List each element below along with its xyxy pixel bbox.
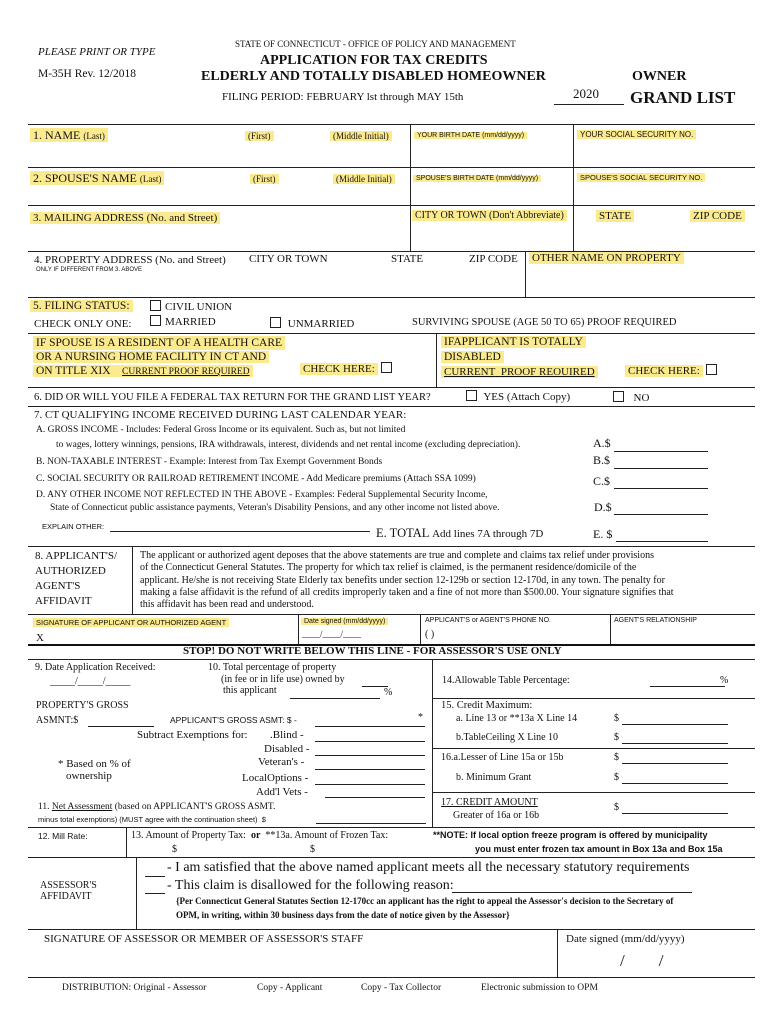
spouse-name-first: (First) xyxy=(250,174,279,184)
f10-input[interactable] xyxy=(290,698,380,699)
q7d-line2: State of Connecticut public assistance payments, Veteran's Disability Pensions, and any other income not listed above. xyxy=(50,503,500,513)
disabled-label: Disabled - xyxy=(264,743,310,755)
q8-text-line5: this affidavit has been read and understood. xyxy=(140,599,314,611)
married-label: MARRIED xyxy=(165,316,216,328)
based-on-line1: * Based on % of xyxy=(58,758,131,770)
grand-list-label: GRAND LIST xyxy=(630,88,736,107)
blind-label: .Blind - xyxy=(270,729,304,741)
disabled-check-label: CHECK HERE: xyxy=(625,365,703,377)
assessor-date-field[interactable]: / / xyxy=(620,951,664,970)
check-only-one: CHECK ONLY ONE: xyxy=(34,318,132,330)
q6-no-label: NO xyxy=(633,392,650,404)
f14-percent: % xyxy=(720,675,729,686)
f10-line1: 10. Total percentage of property xyxy=(208,662,337,673)
q7a-label: A.$ xyxy=(593,436,611,450)
name-first: (First) xyxy=(245,131,274,141)
form-title: APPLICATION FOR TAX CREDITS xyxy=(260,53,488,68)
disabled-proof-text: PROOF REOUIRED xyxy=(500,366,595,378)
f14-label: 14.Allowable Table Percentage: xyxy=(442,675,570,686)
f13-or: or xyxy=(250,830,261,841)
appeal-line1: {Per Connecticut General Statutes Section 12-170cc an applicant has the right to appeal the Assessor's decision to the Secretary of xyxy=(176,896,674,906)
addl-vets-label: Add'l Vets - xyxy=(256,786,308,798)
f17-dollar: $ xyxy=(614,802,619,813)
f15b-dollar: $ xyxy=(614,732,619,743)
name-label: 1. NAME xyxy=(33,128,81,142)
q6-yes-label: YES (Attach Copy) xyxy=(483,391,571,403)
q7c-input[interactable] xyxy=(614,488,708,489)
spouse-name-middle: (Middle Initial) xyxy=(333,174,395,184)
q6-no-option[interactable] xyxy=(613,391,649,404)
q6-yes-option[interactable] xyxy=(466,390,570,403)
birth-date-field[interactable]: YOUR BIRTH DATE (mm/dd/yyyy) xyxy=(414,132,527,139)
q8-text-line2: of the Connecticut General Statutes. The property for which tax relief is claimed, is the permanent residence/domicile of the xyxy=(140,562,637,574)
assessor-signature-label: SIGNATURE OF ASSESSOR OR MEMBER OF ASSESSOR'S STAFF xyxy=(44,933,364,945)
name-last: (Last) xyxy=(83,131,105,141)
spouse-care-line2: OR A NURSING HOME FACILITY IN CT AND xyxy=(33,351,269,363)
mailing-zip-field[interactable]: ZIP CODE xyxy=(690,210,745,222)
disabled-check-here[interactable] xyxy=(625,364,721,377)
ssn-field[interactable]: YOUR SOCIAL SECURITY NO. xyxy=(577,130,696,139)
disabled-proof-required xyxy=(441,366,598,378)
q7b-text: B. NON-TAXABLE INTEREST - Example: Interest from Tax Exempt Government Bonds xyxy=(36,457,383,467)
property-address-field[interactable]: 4. PROPERTY ADDRESS (No. and Street) xyxy=(34,254,226,266)
q7e-input[interactable] xyxy=(616,541,708,542)
appeal-line2: OPM, in writing, within 30 business days from the date of notice given by the Assessor} xyxy=(176,910,510,920)
q7a-input[interactable] xyxy=(614,451,708,452)
f11-line2 xyxy=(38,815,266,824)
explain-other-input[interactable] xyxy=(110,531,370,532)
distribution-original: Original - Assessor xyxy=(133,983,207,993)
freeze-note-line2: you must enter frozen tax amount in Box 13a and Box 15a xyxy=(475,844,723,854)
property-gross-label: PROPERTY'S GROSS xyxy=(36,700,129,711)
f9-label: 9. Date Application Received: xyxy=(35,662,156,673)
filing-status-label: 5. FILING STATUS: xyxy=(30,300,133,312)
f11-note: (based on APPLICANT'S GROSS ASMT. xyxy=(114,802,276,812)
subtract-exemptions: Subtract Exemptions for: xyxy=(137,729,248,741)
distribution-copy-collector: Copy - Tax Collector xyxy=(361,983,442,993)
explain-other-label: EXPLAIN OTHER: xyxy=(42,522,105,531)
disallowed-statement: - This claim is disallowed for the following reason: xyxy=(167,878,454,893)
spouse-care-line1: IF SPOUSE IS A RESIDENT OF A HEALTH CARE xyxy=(33,336,285,350)
disallowed-reason-input[interactable] xyxy=(452,892,692,893)
q7b-label: B.$ xyxy=(593,453,611,467)
f10-line2: (in fee or in life use) owned by xyxy=(221,674,345,685)
f15b-label: b.TableCeiling X Line 10 xyxy=(456,732,559,743)
property-state-field[interactable]: STATE xyxy=(391,253,424,265)
spouse-proof-required: CURRENT PROOF REQUIRED xyxy=(122,367,250,377)
veterans-input[interactable] xyxy=(315,769,425,770)
applicant-date-label: Date signed (mm/dd/yyyy) xyxy=(301,618,388,625)
q6-no-checkbox[interactable] xyxy=(613,391,624,402)
q8-label-line4: AFFIDAVIT xyxy=(35,595,92,607)
f12-mill-rate: 12. Mill Rate: xyxy=(38,831,88,841)
spouse-check-box[interactable] xyxy=(381,362,392,373)
q7a-line2: to wages, lottery winnings, pensions, IRA withdrawals, interest, dividends and net rental income (excluding depreciation). xyxy=(56,440,521,450)
form-id: M-35H Rev. 12/2018 xyxy=(38,68,136,80)
spouse-birth-date-field[interactable]: SPOUSE'S BIRTH DATE (mm/dd/yyyy) xyxy=(413,175,541,182)
surviving-spouse-option[interactable]: SURVIVING SPOUSE (AGE 50 TO 65) PROOF REQUIRED xyxy=(412,317,677,328)
q8-text-line4: making a false affidavit is the refund of all credits improperly taken and a fine of not more than $500.00. Your signature signifies that xyxy=(140,586,674,598)
f17-input[interactable] xyxy=(622,813,728,814)
distribution-copy-applicant: Copy - Applicant xyxy=(257,983,323,993)
civil-union-label: CIVIL UNION xyxy=(165,301,233,313)
property-address-note: ONLY IF DIFFERENT FROM 3. ABOVE xyxy=(36,267,143,273)
stop-banner: STOP! DO NOT WRITE BELOW THIS LINE - FOR ASSESSOR'S USE ONLY xyxy=(183,645,562,657)
q6-yes-checkbox[interactable] xyxy=(466,390,477,401)
q8-label xyxy=(35,549,117,609)
assessor-affidavit-line1: ASSESSOR'S xyxy=(40,880,97,891)
agency: STATE OF CONNECTICUT - OFFICE OF POLICY AND MANAGEMENT xyxy=(235,39,516,49)
f16b-dollar: $ xyxy=(614,772,619,783)
f11-net-assessment xyxy=(38,802,275,812)
assessor-affidavit-label xyxy=(40,880,97,902)
q7-title: 7. CT QUALIFYING INCOME RECEIVED DURING LAST CALENDAR YEAR: xyxy=(34,409,407,421)
applicant-gross-input[interactable] xyxy=(315,726,425,727)
title-xix: ON TITLE XIX xyxy=(36,365,111,377)
spouse-ssn-field[interactable]: SPOUSE'S SOCIAL SECURITY NO. xyxy=(577,173,705,182)
relationship-label: AGENT'S RELATIONSHIP xyxy=(614,617,697,624)
disabled-proof-current: CURRENT xyxy=(444,366,496,378)
property-gross-input[interactable] xyxy=(88,726,154,727)
local-options-label: LocalOptions - xyxy=(242,772,309,784)
distribution-label xyxy=(62,983,206,993)
q7d-label: D.$ xyxy=(594,500,612,514)
q7d-input[interactable] xyxy=(614,514,708,515)
disabled-input[interactable] xyxy=(315,755,425,756)
blind-input[interactable] xyxy=(315,741,425,742)
q7e-total-label: E. TOTAL xyxy=(376,526,429,540)
distribution-title: DISTRIBUTION: xyxy=(62,983,132,993)
unmarried-label: UNMARRIED xyxy=(287,318,355,330)
owner-label: OWNER xyxy=(632,69,687,84)
unmarried-checkbox[interactable] xyxy=(270,317,281,328)
property-gross-asmnt: ASMNT:$ xyxy=(36,715,79,726)
f13-dollar: $ xyxy=(172,844,177,855)
q7e-label: E. $ xyxy=(593,527,613,541)
applicant-date-field[interactable]: ____/____/____ xyxy=(302,629,362,639)
mailing-state-field[interactable]: STATE xyxy=(596,210,634,222)
f16b-label: b. Minimum Grant xyxy=(456,772,532,783)
f17-sub: Greater of 16a or 16b xyxy=(453,810,540,821)
f11-title: Net Assessment xyxy=(51,802,113,812)
q8-text-line1: The applicant or authorized agent deposes that the above statements are true and complete and claims tax relief under provisions xyxy=(140,550,654,561)
based-on-line2: ownership xyxy=(66,770,112,782)
property-zip-field[interactable]: ZIP CODE xyxy=(469,253,518,265)
form-subtitle: ELDERLY AND TOTALLY DISABLED HOMEOWNER xyxy=(201,69,546,84)
print-note: PLEASE PRINT OR TYPE xyxy=(38,46,156,58)
q7a-line1: A. GROSS INCOME - Includes: Federal Gross Income or its equivalent. Such as, but not limited xyxy=(36,425,406,435)
q8-label-line3: AGENT'S xyxy=(35,580,81,592)
q8-text-line3: applicant. He/she is not receiving State Elderly tax benefits under section 12-129b or section 12-170d, in any town. The penalty for xyxy=(140,574,665,586)
q8-affidavit-text xyxy=(140,550,674,611)
distribution-electronic: Electronic submission to OPM xyxy=(481,983,598,993)
name-middle: (Middle Initial) xyxy=(330,131,392,141)
f16a-input[interactable] xyxy=(622,763,728,764)
filing-period: FILING PERIOD: FEBRUARY lst through MAY 15th xyxy=(222,91,464,103)
mailing-address-field[interactable]: 3. MAILING ADDRESS (No. and Street) xyxy=(30,212,220,224)
f9-date-field[interactable]: _____/_____/_____ xyxy=(50,676,131,687)
q6-federal-return: 6. DID OR WILL YOU FILE A FEDERAL TAX RETURN FOR THE GRAND LIST YEAR? xyxy=(34,392,431,403)
gross-asterisk: * xyxy=(418,712,423,723)
satisfied-statement: - I am satisfied that the above named applicant meets all the necessary statutory requirements xyxy=(167,860,690,875)
f16b-input[interactable] xyxy=(622,783,728,784)
property-city-field[interactable]: CITY OR TOWN xyxy=(249,253,328,265)
f11-line2-text: minus total exemptions) (MUST agree with the continuation sheet) xyxy=(38,815,258,824)
f17-label: 17. CREDIT AMOUNT xyxy=(441,797,538,808)
spouse-care-line3 xyxy=(33,365,253,377)
disallowed-checkline[interactable] xyxy=(145,893,165,894)
satisfied-checkline[interactable] xyxy=(145,876,165,877)
name-field[interactable] xyxy=(30,128,108,143)
f14-input[interactable] xyxy=(650,686,725,687)
applicant-signature-field[interactable]: X xyxy=(36,632,44,644)
q7c-label: C.$ xyxy=(593,474,611,488)
f16a-dollar: $ xyxy=(614,752,619,763)
f15a-input[interactable] xyxy=(622,724,728,725)
f15-label: 15. Credit Maximum: xyxy=(441,700,533,711)
q8-label-line1: 8. APPLICANT'S/ xyxy=(35,550,118,562)
disabled-check-box[interactable] xyxy=(706,364,717,375)
f11-input[interactable] xyxy=(316,823,426,824)
f11-dollar: $ xyxy=(261,815,266,824)
veterans-label: Veteran's - xyxy=(258,756,305,768)
civil-union-checkbox[interactable] xyxy=(150,300,161,311)
f15a-label: a. Line 13 or **13a X Line 14 xyxy=(456,713,578,724)
f15b-input[interactable] xyxy=(622,743,728,744)
phone-field[interactable]: ( ) xyxy=(425,629,435,640)
applicant-signature-label: SIGNATURE OF APPLICANT OR AUTHORIZED AGENT xyxy=(33,618,229,627)
f13-label: 13. Amount of Property Tax: xyxy=(131,830,246,841)
married-checkbox[interactable] xyxy=(150,315,161,326)
spouse-name-field[interactable] xyxy=(30,171,164,186)
married-option[interactable] xyxy=(150,315,216,328)
spouse-name-label: 2. SPOUSE'S NAME xyxy=(33,171,137,185)
q8-label-line2: AUTHORIZED xyxy=(35,565,106,577)
f15a-dollar: $ xyxy=(614,713,619,724)
f10-line3: this applicant xyxy=(223,685,277,696)
spouse-check-label: CHECK HERE: xyxy=(300,363,378,375)
spouse-name-last: (Last) xyxy=(139,174,162,184)
f10-percent: % xyxy=(384,687,393,698)
q7c-text: C. SOCIAL SECURITY OR RAILROAD RETIREMENT INCOME - Add Medicare premiums (Attach SSA 1099) xyxy=(36,474,476,484)
q7d-line1: D. ANY OTHER INCOME NOT REFLECTED IN THE ABOVE - Examples: Federal Supplemental Security Income, xyxy=(36,490,488,500)
disabled-line1: IFAPPLICANT IS TOTALLY xyxy=(441,336,586,348)
phone-label: APPLICANT'S or AGENT'S PHONE NO. xyxy=(425,617,551,624)
mailing-city-field[interactable]: CITY OR TOWN (Don't Abbreviate) xyxy=(412,210,567,221)
assessor-date-label: Date signed (mm/dd/yyyy) xyxy=(566,933,685,945)
local-options-input[interactable] xyxy=(315,784,425,785)
addl-vets-input[interactable] xyxy=(325,797,425,798)
disabled-line2: DISABLED xyxy=(441,351,504,363)
f11-number: 11. xyxy=(38,802,50,812)
q7e-total-note: Add lines 7A through 7D xyxy=(432,528,544,540)
f16a-label: 16.a.Lesser of Line 15a or 15b xyxy=(441,752,564,763)
applicant-gross-asmt: APPLICANT'S GROSS ASMT: $ - xyxy=(170,715,297,725)
q7e-total xyxy=(376,526,543,541)
freeze-note-line1: **NOTE: If local option freeze program is offered by municipality xyxy=(433,830,708,840)
q7b-input[interactable] xyxy=(614,468,708,469)
f13-property-tax xyxy=(131,830,388,841)
f13a-dollar: $ xyxy=(310,844,315,855)
spouse-check-here[interactable] xyxy=(300,362,396,375)
assessor-affidavit-line2: AFFIDAVIT xyxy=(40,891,92,902)
grand-list-year[interactable]: 2020 xyxy=(573,86,599,101)
f13a-label: **13a. Amount of Frozen Tax: xyxy=(265,830,389,841)
civil-union-option[interactable] xyxy=(150,300,232,313)
other-name-field[interactable]: OTHER NAME ON PROPERTY xyxy=(529,252,684,264)
unmarried-option[interactable] xyxy=(270,317,354,330)
